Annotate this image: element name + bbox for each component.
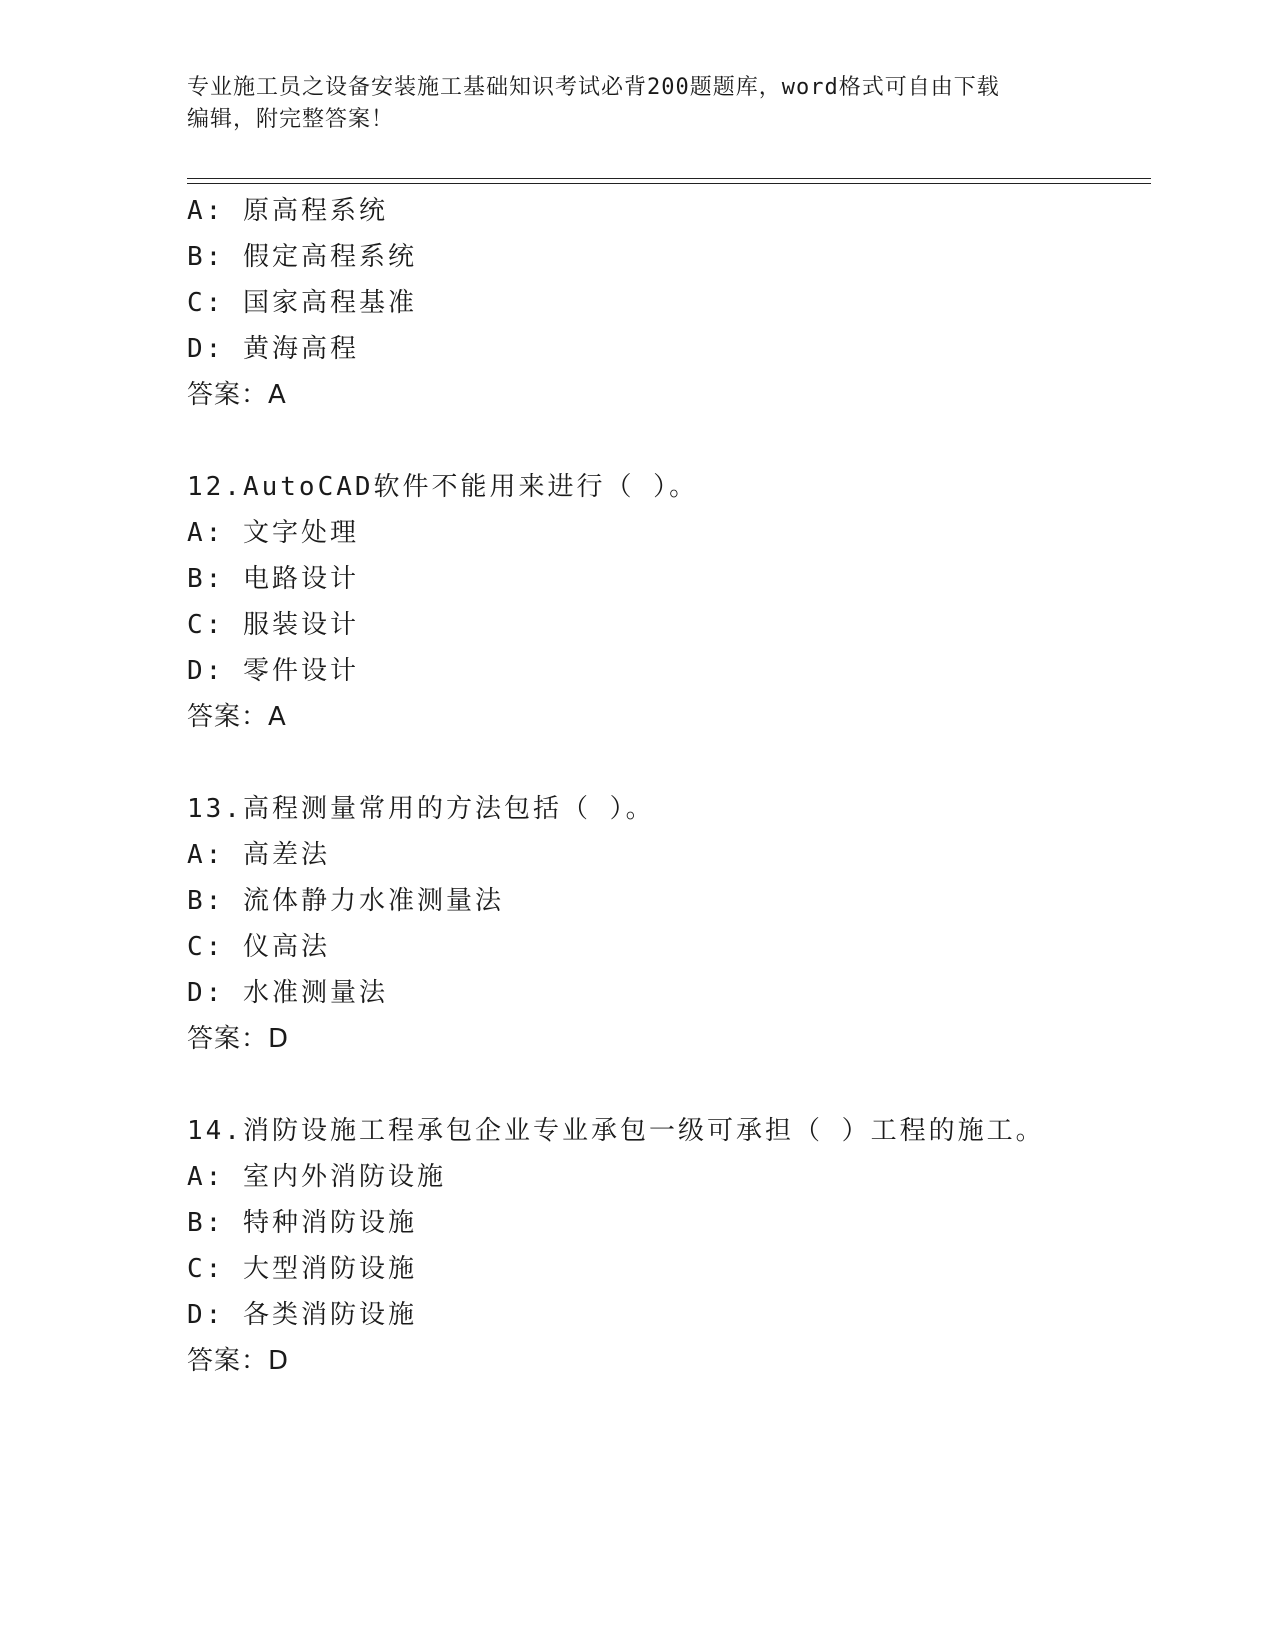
option-d: D: 水准测量法	[187, 978, 388, 1008]
question-13-block	[187, 786, 1151, 1062]
question-spacer	[187, 418, 1151, 464]
question-spacer	[187, 1062, 1151, 1108]
question-text: 14.消防设施工程承包企业专业承包一级可承担（ ）工程的施工。	[187, 1116, 1045, 1146]
option-d: D: 各类消防设施	[187, 1300, 417, 1330]
option-a: A: 原高程系统	[187, 196, 388, 226]
option-b: B: 流体静力水准测量法	[187, 886, 504, 916]
option-b: B: 电路设计	[187, 564, 359, 594]
question-12-block	[187, 464, 1151, 740]
answer-line: 答案：D	[187, 1024, 290, 1054]
question-14-block	[187, 1108, 1151, 1384]
option-c: C: 仪高法	[187, 932, 330, 962]
option-a: A: 室内外消防设施	[187, 1162, 446, 1192]
question-text: 12.AutoCAD软件不能用来进行（ ）。	[187, 472, 699, 502]
answer-line: 答案：A	[187, 702, 287, 732]
option-a: A: 文字处理	[187, 518, 359, 548]
question-list	[187, 188, 1151, 1384]
document-header	[187, 72, 1087, 136]
question-text: 13.高程测量常用的方法包括（ ）。	[187, 794, 655, 824]
option-a: A: 高差法	[187, 840, 330, 870]
header-line-1: 专业施工员之设备安装施工基础知识考试必背200题题库，word格式可自由下载	[187, 75, 1000, 100]
question-11-block	[187, 188, 1151, 418]
option-c: C: 大型消防设施	[187, 1254, 417, 1284]
option-b: B: 假定高程系统	[187, 242, 417, 272]
option-d: D: 黄海高程	[187, 334, 359, 364]
option-c: C: 国家高程基准	[187, 288, 417, 318]
answer-line: 答案：A	[187, 380, 287, 410]
question-spacer	[187, 740, 1151, 786]
header-line-2: 编辑，附完整答案！	[187, 107, 395, 132]
option-d: D: 零件设计	[187, 656, 359, 686]
answer-line: 答案：D	[187, 1346, 290, 1376]
header-divider	[187, 178, 1151, 184]
option-c: C: 服装设计	[187, 610, 359, 640]
option-b: B: 特种消防设施	[187, 1208, 417, 1238]
